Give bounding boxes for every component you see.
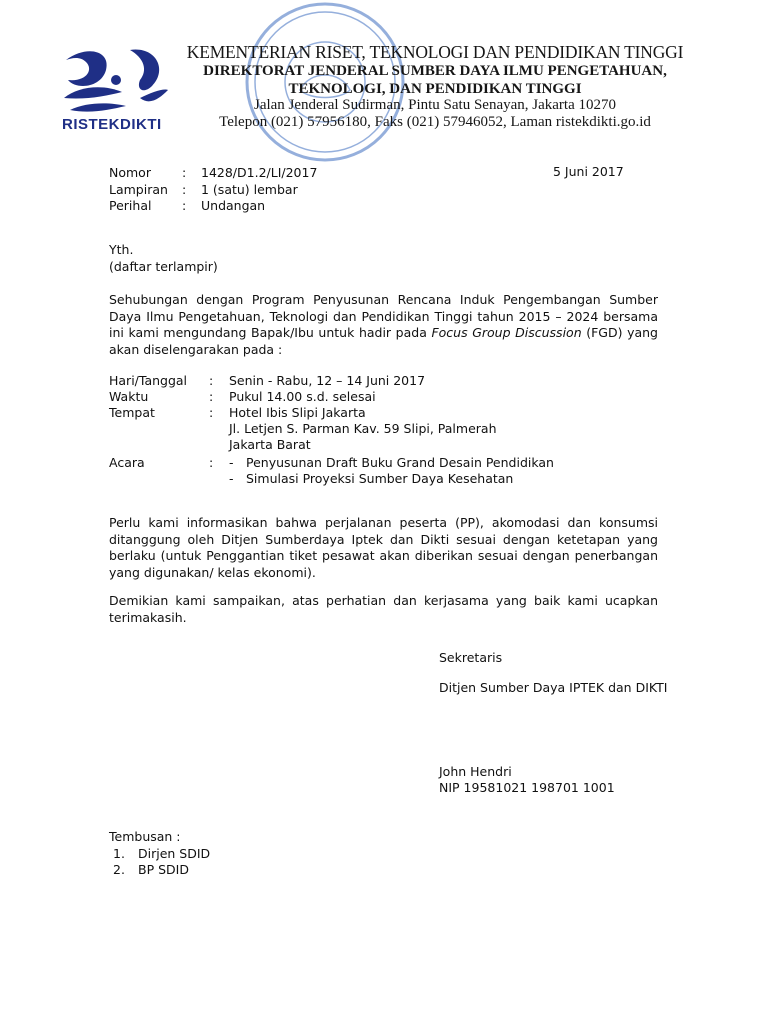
cc-item-text: Dirjen SDID <box>138 846 211 861</box>
para1-text-end: (FGD) yang akan diselengarakan pada : <box>109 325 658 357</box>
waktu-value: Pukul 14.00 s.d. selesai <box>229 389 376 404</box>
signature-title: Sekretaris <box>439 650 503 665</box>
event-place-row-3 <box>109 437 649 453</box>
hari-label: Hari/Tanggal <box>109 373 188 388</box>
signature-name: John Hendri <box>439 764 512 779</box>
body-paragraph-1 <box>109 292 658 358</box>
nomor-value: 1428/D1.2/LI/2017 <box>201 165 318 180</box>
colon: : <box>209 405 214 420</box>
colon: : <box>182 182 187 197</box>
cc-item-text: BP SDID <box>138 862 189 877</box>
event-place-row-2 <box>109 421 649 437</box>
lampiran-value: 1 (satu) lembar <box>201 182 298 197</box>
recipient-list: (daftar terlampir) <box>109 259 218 274</box>
signature-nip: NIP 19581021 198701 1001 <box>439 780 615 795</box>
waktu-label: Waktu <box>109 389 149 404</box>
perihal-label: Perihal <box>109 198 152 213</box>
directorate-line-1: DIREKTORAT JENDERAL SUMBER DAYA ILMU PENGETAHUAN, <box>203 63 667 79</box>
event-time-row <box>109 389 649 405</box>
event-place-row <box>109 405 649 421</box>
recipient-salutation: Yth. <box>109 242 134 257</box>
perihal-value: Undangan <box>201 198 266 213</box>
event-agenda-row <box>109 455 649 471</box>
letter-date: 5 Juni 2017 <box>553 164 624 179</box>
tempat-value-2: Jl. Letjen S. Parman Kav. 59 Slipi, Palmerah <box>229 421 497 436</box>
contact-line: Telepon (021) 57956180, Faks (021) 57946052, Laman ristekdikti.go.id <box>219 114 651 130</box>
body-paragraph-3: Demikian kami sampaikan, atas perhatian dan kerjasama yang baik kami ucapkan terimakasih. <box>109 593 658 625</box>
colon: : <box>182 165 187 180</box>
ministry-name: KEMENTERIAN RISET, TEKNOLOGI DAN PENDIDIKAN TINGGI <box>186 42 684 62</box>
lampiran-label: Lampiran <box>109 182 168 197</box>
agenda-item: Penyusunan Draft Buku Grand Desain Pendidikan <box>246 455 554 470</box>
logo-wordmark: RISTEKDIKTI <box>62 116 162 133</box>
signature-unit: Ditjen Sumber Daya IPTEK dan DIKTI <box>439 680 668 695</box>
meta-lampiran <box>109 181 649 198</box>
cc-item-number: 1. <box>113 846 125 861</box>
event-agenda-row-2 <box>109 471 649 487</box>
colon: : <box>209 455 214 470</box>
acara-label: Acara <box>109 455 145 470</box>
agenda-bullet: - <box>229 471 234 486</box>
body-paragraph-2: Perlu kami informasikan bahwa perjalanan peserta (PP), akomodasi dan konsumsi ditanggung oleh Ditjen Sumberdaya Iptek dan Dikti sesuai dengan ketetapan yang berlaku (untuk Penggantian tiket pesawat akan diberikan sesuai dengan penerbangan yang digunakan/ kelas ekonomi). <box>109 515 658 580</box>
directorate-line-2: TEKNOLOGI, DAN PENDIDIKAN TINGGI <box>288 81 582 97</box>
cc-label: Tembusan : <box>109 829 181 844</box>
colon: : <box>209 389 214 404</box>
colon: : <box>209 373 214 388</box>
colon: : <box>182 198 187 213</box>
agenda-item: Simulasi Proyeksi Sumber Daya Kesehatan <box>246 471 514 486</box>
agenda-bullet: - <box>229 455 234 470</box>
tempat-label: Tempat <box>109 405 155 420</box>
hari-value: Senin - Rabu, 12 – 14 Juni 2017 <box>229 373 426 388</box>
para1-text: Sehubungan dengan Program Penyusunan Rencana Induk Pengembangan Sumber Daya Ilmu Pengetahuan, Teknologi dan Pendidikan Tinggi tahun 2015 – 2024 bersama ini kami mengundang Bapak/Ibu untuk hadir pada <box>109 292 658 340</box>
tempat-value-1: Hotel Ibis Slipi Jakarta <box>229 405 366 420</box>
ristekdikti-emblem-icon <box>56 40 176 120</box>
meta-perihal <box>109 197 649 214</box>
tempat-value-3: Jakarta Barat <box>229 437 311 452</box>
cc-item-number: 2. <box>113 862 125 877</box>
address-line: Jalan Jenderal Sudirman, Pintu Satu Senayan, Jakarta 10270 <box>253 97 616 113</box>
nomor-label: Nomor <box>109 165 151 180</box>
para1-fgd: Focus Group Discussion <box>431 325 582 340</box>
event-date-row <box>109 373 649 389</box>
